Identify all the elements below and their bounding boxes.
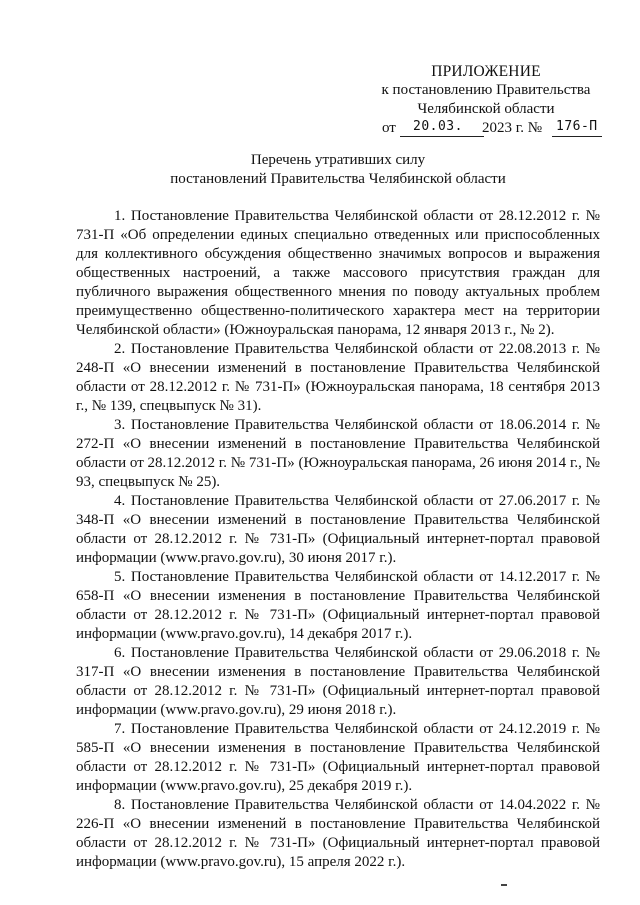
heading-line-2: постановлений Правительства Челябинской области xyxy=(170,171,506,187)
handwritten-date: 20.03. xyxy=(413,119,463,134)
list-item: 5. Постановление Правительства Челябинской области от 14.12.2017 г. № 658-П «О внесении изменения в постановление Правительства Челябинской области от 28.12.2012 г. № 731-П» (Официальный интернет-портал правовой информации (www.pravo.gov.ru), 14 декабря 2017 г.). xyxy=(76,569,600,642)
appendix-title: ПРИЛОЖЕНИЕ xyxy=(431,63,541,80)
list-item: 8. Постановление Правительства Челябинской области от 14.04.2022 г. № 226-П «О внесении изменений в постановление Правительства Челябинской области от 28.12.2012 г. № 731-П» (Официальный интернет-портал правовой информации (www.pravo.gov.ru), 15 апреля 2022 г.). xyxy=(76,797,600,870)
list-item: 4. Постановление Правительства Челябинской области от 27.06.2017 г. № 348-П «О внесении изменений в постановление Правительства Челябинской области от 28.12.2012 г. № 731-П» (Официальный интернет-портал правовой информации (www.pravo.gov.ru), 30 июня 2017 г.). xyxy=(76,493,600,566)
date-prefix: от xyxy=(382,120,396,136)
heading-line-1: Перечень утративших силу xyxy=(250,152,426,168)
date-underline xyxy=(400,136,484,137)
appendix-subtitle: к постановлению Правительства xyxy=(381,82,591,98)
document-body xyxy=(76,207,600,872)
handwritten-number: 176-П xyxy=(556,119,598,134)
number-underline xyxy=(552,136,602,137)
year-number-label: 2023 г. № xyxy=(482,120,543,136)
appendix-header xyxy=(370,62,602,138)
appendix-region: Челябинской области xyxy=(417,101,555,117)
list-item: 3. Постановление Правительства Челябинской области от 18.06.2014 г. № 272-П «О внесении изменений в постановление Правительства Челябинской области от 28.12.2012 г. № 731-П» (Южноуральская панорама, 26 июня 2014 г., № 93, спецвыпуск № 25). xyxy=(76,417,600,490)
list-item: 1. Постановление Правительства Челябинской области от 28.12.2012 г. № 731-П «Об определении единых специально отведенных или приспособленных для коллективного обсуждения общественно значимых вопросов и выражения общественных настроений, а также массового присутствия граждан для публичного выражения общественного мнения по поводу актуальных проблем преимущественно общественно-политического характера мест на территории Челябинской области» (Южноуральская панорама, 12 января 2013 г., № 2). xyxy=(76,208,600,338)
list-item: 7. Постановление Правительства Челябинской области от 24.12.2019 г. № 585-П «О внесении изменения в постановление Правительства Челябинской области от 28.12.2012 г. № 731-П» (Официальный интернет-портал правовой информации (www.pravo.gov.ru), 25 декабря 2019 г.). xyxy=(76,721,600,794)
document-heading xyxy=(70,151,606,189)
list-item: 6. Постановление Правительства Челябинской области от 29.06.2018 г. № 317-П «О внесении изменения в постановление Правительства Челябинской области от 28.12.2012 г. № 731-П» (Официальный интернет-портал правовой информации (www.pravo.gov.ru), 29 июня 2018 г.). xyxy=(76,645,600,718)
list-item: 2. Постановление Правительства Челябинской области от 22.08.2013 г. № 248-П «О внесении изменений в постановление Правительства Челябинской области от 28.12.2012 г. № 731-П» (Южноуральская панорама, 18 сентября 2013 г., № 139, спецвыпуск № 31). xyxy=(76,341,600,414)
page-end-mark xyxy=(501,884,507,886)
appendix-date-line xyxy=(370,119,602,138)
